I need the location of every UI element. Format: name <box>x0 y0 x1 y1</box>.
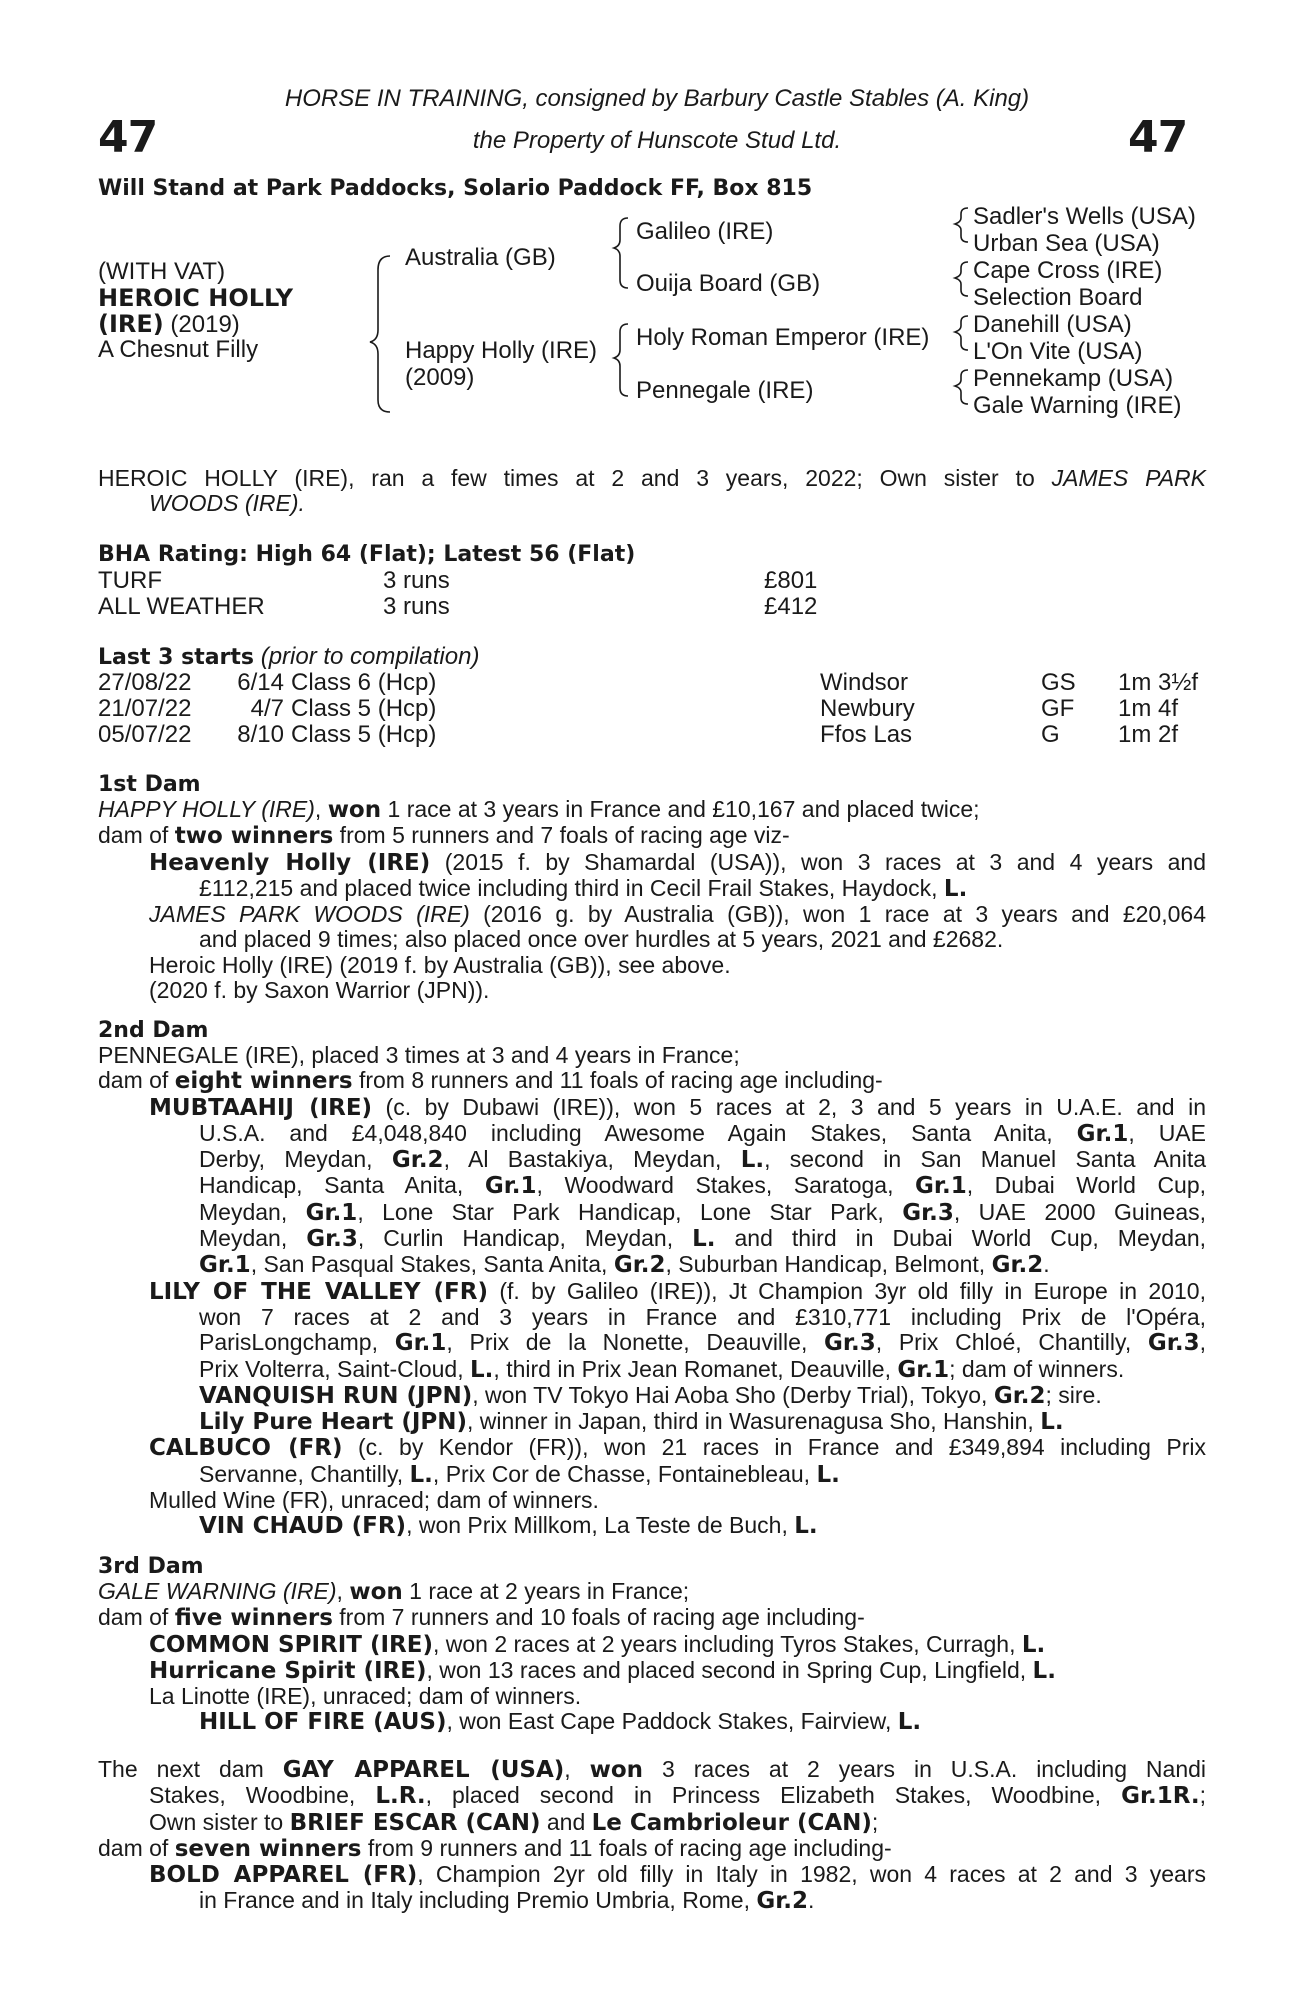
progeny-name: CALBUCO (FR) <box>149 1435 343 1462</box>
text: Stakes, Woodbine, <box>149 1782 356 1809</box>
start-going: G <box>1041 721 1060 748</box>
progeny-name: HILL OF FIRE (AUS) <box>199 1709 447 1736</box>
summary-sibling-cont: WOODS (IRE). <box>149 490 305 517</box>
progeny-entry: La Linotte (IRE), unraced; dam of winners. <box>149 1683 582 1710</box>
sire-sire: Galileo (IRE) <box>636 218 774 245</box>
horse-description: A Chesnut Filly <box>98 336 259 363</box>
grandsire-7: Pennekamp (USA) <box>973 365 1174 392</box>
start-date: 27/08/22 <box>98 669 192 696</box>
text: Own sister to <box>149 1808 290 1835</box>
pedigree-brackets <box>0 0 1314 440</box>
grade: Gr.1 <box>305 1199 358 1226</box>
grade: Gr.2 <box>993 1382 1046 1409</box>
grandsire-5: Danehill (USA) <box>973 311 1132 338</box>
lot-number-right: 47 <box>1128 112 1188 163</box>
text: Servanne, Chantilly, <box>199 1460 404 1487</box>
start-position: 6/14 <box>237 669 284 696</box>
text: , won East Cape Paddock Stakes, Fairview, <box>446 1708 892 1735</box>
start-going: GF <box>1041 695 1075 722</box>
start-distance: 1m 4f <box>1118 695 1179 722</box>
text: ; dam of winners. <box>949 1355 1125 1382</box>
progeny-name: COMMON SPIRIT (IRE) <box>149 1631 433 1658</box>
grade: Gr.1 <box>394 1330 447 1357</box>
horse-suffix: (IRE) <box>98 310 164 338</box>
progeny-name: JAMES PARK WOODS (IRE) <box>149 901 470 928</box>
text: dam of <box>98 1834 175 1861</box>
text: (c. by Dubawi (IRE)), won 5 races at 2, 3 and 5 years in U.A.E. and in <box>372 1093 1206 1120</box>
vat-note: (WITH VAT) <box>98 258 226 285</box>
turf-label: TURF <box>98 567 162 594</box>
start-course: Windsor <box>820 669 909 696</box>
grade: Gr.1 <box>1076 1120 1129 1147</box>
text: Prix Volterra, Saint-Cloud, <box>199 1355 464 1382</box>
grade: L. <box>740 1147 765 1174</box>
text: from 7 runners and 10 foals of racing age including- <box>332 1604 865 1631</box>
grade: L. <box>816 1461 840 1488</box>
third-dam-section: GALE WARNING (IRE), won 1 race at 2 years in France; dam of five winners from 7 runners and 10 foals of racing age including- COMMON SPIRIT (IRE), won 2 races at 2 years including Tyros Stakes, Curragh, L. Hurricane Spirit (IRE), won 13 races and placed second in Spring Cup, Lingfield, L. La Linotte (IRE), unraced; dam of winners. HILL OF FIRE (AUS), won East Cape Paddock Stakes, Fairview, L. <box>98 1579 1206 1736</box>
last-starts-heading: Last 3 starts <box>98 645 255 670</box>
grade: Gr.3 <box>1147 1330 1200 1357</box>
summary-sibling: JAMES PARK <box>1051 465 1206 491</box>
won-label: won <box>349 1579 403 1605</box>
text: ParisLongchamp, <box>199 1329 378 1356</box>
grade: Gr.2 <box>756 1888 809 1915</box>
aw-prize: £412 <box>764 593 818 620</box>
progeny-name: VIN CHAUD (FR) <box>199 1513 407 1540</box>
text: ; sire. <box>1045 1381 1102 1408</box>
progeny-name: MUBTAAHIJ (IRE) <box>149 1094 373 1121</box>
winners-count: eight winners <box>174 1068 353 1095</box>
start-position: 8/10 <box>237 721 284 748</box>
winners-count: five winners <box>174 1605 333 1632</box>
dam: Happy Holly (IRE) <box>405 337 598 364</box>
dam-dam: Pennegale (IRE) <box>636 377 814 404</box>
start-position: 4/7 <box>250 695 284 722</box>
text: Derby, Meydan, <box>199 1146 373 1173</box>
start-distance: 1m 3½f <box>1118 669 1199 696</box>
first-dam-heading: 1st Dam <box>98 772 201 797</box>
text: (2015 f. by Shamardal (USA)), won 3 races at 3 and 4 years and <box>430 848 1206 875</box>
first-dam-section: HAPPY HOLLY (IRE), won 1 race at 3 years in France and £10,167 and placed twice; dam of two winners from 5 runners and 7 foals of racing age viz- Heavenly Holly (IRE) (2015 f. by Shamardal (USA)), won 3 races at 3 and 4 years and £112,215 and placed twice including third in Cecil Frail Stakes, Haydock, L. JAMES PARK WOODS (IRE) (2016 g. by Australia (GB)), won 1 race at 3 years and £20,064 and placed 9 times; also placed once over hurdles at 5 years, 2021 and £2682. Heroic Holly (IRE) (2019 f. by Australia (GB)), see above. (2020 f. by Saxon Warrior (JPN)). <box>98 796 1206 1004</box>
text: , Prix Chloé, Chantilly, <box>875 1329 1132 1356</box>
start-date: 21/07/22 <box>98 695 192 722</box>
won-label: won <box>327 797 382 823</box>
text: (2016 g. by Australia (GB)), won 1 race at 3 years and £20,064 <box>469 901 1206 928</box>
progeny-name: Hurricane Spirit (IRE) <box>149 1657 427 1684</box>
text: , third in Prix Jean Romanet, Deauville, <box>493 1355 891 1382</box>
text: and <box>540 1808 592 1835</box>
text: won 7 races at 2 and 3 years in France and £310,771 including Prix de l'Opéra, <box>199 1303 1206 1330</box>
dam-sire: Holy Roman Emperor (IRE) <box>636 324 930 351</box>
grade: L. <box>897 1709 922 1736</box>
text: , Champion 2yr old filly in Italy in 1982, won 4 races at 2 and 3 years <box>417 1861 1206 1888</box>
grade: Gr.1 <box>915 1173 967 1200</box>
turf-runs: 3 runs <box>383 567 450 594</box>
grade: L. <box>1040 1409 1064 1436</box>
dam-year: (2009) <box>405 364 475 391</box>
text: , placed second in Princess Elizabeth Stakes, Woodbine, <box>425 1782 1102 1809</box>
third-dam-heading: 3rd Dam <box>98 1554 204 1579</box>
progeny-name: LILY OF THE VALLEY (FR) <box>149 1278 488 1305</box>
grandsire-1: Sadler's Wells (USA) <box>973 203 1196 230</box>
stand-location: Will Stand at Park Paddocks, Solario Paddock FF, Box 815 <box>98 176 813 201</box>
grandsire-3: Cape Cross (IRE) <box>973 257 1163 284</box>
text: Meydan, <box>199 1198 288 1225</box>
sibling-name: BRIEF ESCAR (CAN) <box>289 1809 541 1836</box>
text: 3 races at 2 years in U.S.A. including Nandi <box>662 1756 1207 1782</box>
grandsire-8: Gale Warning (IRE) <box>973 392 1182 419</box>
progeny-name: VANQUISH RUN (JPN) <box>199 1382 473 1409</box>
grade: L. <box>794 1513 818 1540</box>
text: , Lone Star Park Handicap, Lone Star Park, <box>357 1198 884 1225</box>
text: , Curlin Handicap, Meydan, <box>357 1225 674 1252</box>
grade: Gr.2 <box>391 1147 444 1174</box>
turf-prize: £801 <box>764 567 818 594</box>
summary-text: HEROIC HOLLY (IRE), ran a few times at 2 and 3 years, 2022; Own sister to <box>98 465 1035 491</box>
text: (f. by Galileo (IRE)), Jt Champion 3yr old filly in Europe in 2010, <box>487 1277 1206 1304</box>
aw-label: ALL WEATHER <box>98 593 265 620</box>
text: , winner in Japan, third in Wasurenagusa Sho, Hanshin, <box>467 1408 1034 1435</box>
start-class: Class 5 (Hcp) <box>291 695 437 722</box>
grade: L.R. <box>375 1783 426 1810</box>
winners-count: seven winners <box>174 1835 362 1862</box>
grade: L. <box>470 1356 494 1383</box>
grade: Gr.1 <box>484 1173 537 1200</box>
text: , San Pasqual Stakes, Santa Anita, <box>250 1251 608 1278</box>
won-label: won <box>589 1757 644 1783</box>
next-dam-section: The next dam GAY APPAREL (USA), won 3 races at 2 years in U.S.A. including Nandi Stakes, Woodbine, L.R., placed second in Princess Elizabeth Stakes, Woodbine, Gr.1R.; Own sister to BRIEF ESCAR (CAN) and Le Cambrioleur (CAN); dam of seven winners from 9 runners and 11 foals of racing age including- BOLD APPAREL (FR), Champion 2yr old filly in Italy in 1982, won 4 races at 2 and 3 years in France and in Italy including Premio Umbria, Rome, Gr.2. <box>98 1756 1207 1915</box>
text: Handicap, Santa Anita, <box>199 1172 464 1199</box>
text: from 8 runners and 11 foals of racing age including- <box>352 1067 883 1094</box>
grade: Gr.3 <box>306 1226 358 1253</box>
text: , Al Bastakiya, Meydan, <box>443 1146 722 1173</box>
text: from 5 runners and 7 foals of racing age viz- <box>333 822 790 849</box>
start-class: Class 5 (Hcp) <box>291 721 437 748</box>
start-going: GS <box>1041 669 1076 696</box>
text: , won 2 races at 2 years including Tyros Stakes, Curragh, <box>432 1630 1016 1657</box>
grade: L. <box>1021 1631 1046 1658</box>
second-dam-heading: 2nd Dam <box>98 1018 209 1043</box>
progeny-name: Lily Pure Heart (JPN) <box>199 1409 468 1436</box>
progeny-entry: Mulled Wine (FR), unraced; dam of winners. <box>149 1487 599 1514</box>
grade: Gr.3 <box>902 1199 954 1226</box>
grade: L. <box>1032 1657 1056 1684</box>
sire-dam: Ouija Board (GB) <box>636 270 821 297</box>
grade: Gr.1R. <box>1121 1783 1200 1810</box>
progeny-name: BOLD APPAREL (FR) <box>149 1862 418 1889</box>
text: , second in San Manuel Santa Anita <box>764 1146 1207 1173</box>
text: , Suburban Handicap, Belmont, <box>665 1251 986 1278</box>
text: , Prix de la Nonette, Deauville, <box>446 1329 808 1356</box>
progeny-entry: (2020 f. by Saxon Warrior (JPN)). <box>149 977 490 1004</box>
grandsire-6: L'On Vite (USA) <box>973 338 1143 365</box>
text: (c. by Kendor (FR)), won 21 races in France and £349,894 including Prix <box>342 1434 1207 1461</box>
text: dam of <box>98 822 175 849</box>
text: , UAE 2000 Guineas, <box>953 1198 1206 1225</box>
dam-name: GALE WARNING (IRE) <box>98 1578 337 1604</box>
second-dam-section: PENNEGALE (IRE), placed 3 times at 3 and 4 years in France; dam of eight winners from 8 runners and 11 foals of racing age including- MUBTAAHIJ (IRE) (c. by Dubawi (IRE)), won 5 races at 2, 3 and 5 years in U.A.E. and in U.S.A. and £4,048,840 including Awesome Again Stakes, Santa Anita, Gr.1, UAE Derby, Meydan, Gr.2, Al Bastakiya, Meydan, L., second in San Manuel Santa Anita Handicap, Santa Anita, Gr.1, Woodward Stakes, Saratoga, Gr.1, Dubai World Cup, Meydan, Gr.1, Lone Star Park Handicap, Lone Star Park, Gr.3, UAE 2000 Guineas, Meydan, Gr.3, Curlin Handicap, Meydan, L. and third in Dubai World Cup, Meydan, Gr.1, San Pasqual Stakes, Santa Anita, Gr.2, Suburban Handicap, Belmont, Gr.2. LILY OF THE VALLEY (FR) (f. by Galileo (IRE)), Jt Champion 3yr old filly in Europe in 2010, won 7 races at 2 and 3 years in France and £310,771 including Prix de l'Opéra, ParisLongchamp, Gr.1, Prix de la Nonette, Deauville, Gr.3, Prix Chloé, Chantilly, Gr.3, Prix Volterra, Saint-Cloud, L., third in Prix Jean Romanet, Deauville, Gr.1; dam of winners. VANQUISH RUN (JPN), won TV Tokyo Hai Aoba Sho (Derby Trial), Tokyo, Gr.2; sire. Lily Pure Heart (JPN), winner in Japan, third in Wasurenagusa Sho, Hanshin, L. CALBUCO (FR) (c. by Kendor (FR)), won 21 races in France and £349,894 including Prix Servanne, Chantilly, L., Prix Cor de Chasse, Fontainebleau, L. Mulled Wine (FR), unraced; dam of winners. VIN CHAUD (FR), won Prix Millkom, La Teste de Buch, L. <box>98 1042 1207 1540</box>
bha-rating: BHA Rating: High 64 (Flat); Latest 56 (Flat) <box>98 542 636 567</box>
start-date: 05/07/22 <box>98 721 192 748</box>
aw-runs: 3 runs <box>383 593 450 620</box>
sire: Australia (GB) <box>405 244 556 271</box>
dam-record: 1 race at 3 years in France and £10,167 and placed twice; <box>381 796 980 822</box>
grandsire-4: Selection Board <box>973 284 1143 311</box>
text: , won TV Tokyo Hai Aoba Sho (Derby Trial), Tokyo, <box>472 1381 988 1408</box>
start-course: Ffos Las <box>820 721 913 748</box>
grade: Gr.3 <box>824 1330 876 1357</box>
text: in France and in Italy including Premio Umbria, Rome, <box>199 1887 750 1914</box>
horse-year: (2019) <box>163 311 240 338</box>
text: and placed 9 times; also placed once over hurdles at 5 years, 2021 and £2682. <box>199 926 1004 953</box>
grade: L. <box>692 1226 716 1253</box>
text: U.S.A. and £4,048,840 including Awesome Again Stakes, Santa Anita, <box>199 1119 1053 1146</box>
consignor-line: HORSE IN TRAINING, consigned by Barbury Castle Stables (A. King) <box>284 85 1030 112</box>
text: and third in Dubai World Cup, Meydan, <box>715 1225 1207 1252</box>
last-starts-note: (prior to compilation) <box>254 643 480 670</box>
text: , won 13 races and placed second in Spring Cup, Lingfield, <box>426 1656 1027 1683</box>
grade: L. <box>409 1461 433 1488</box>
grade: Gr.1 <box>897 1356 950 1383</box>
text: , Dubai World Cup, <box>966 1172 1207 1199</box>
text: Meydan, <box>199 1225 288 1252</box>
text: , Woodward Stakes, Saratoga, <box>536 1172 894 1199</box>
text: £112,215 and placed twice including third in Cecil Frail Stakes, Haydock, <box>199 874 938 901</box>
sibling-name: Le Cambrioleur (CAN) <box>591 1809 872 1836</box>
grade: Gr.2 <box>991 1252 1044 1279</box>
property-line: the Property of Hunscote Stud Ltd. <box>472 127 842 154</box>
start-distance: 1m 2f <box>1118 721 1179 748</box>
start-class: Class 6 (Hcp) <box>291 669 437 696</box>
progeny-name: Heavenly Holly (IRE) <box>149 849 431 876</box>
dam-record: 1 race at 2 years in France; <box>402 1578 690 1604</box>
grade: L. <box>943 875 968 902</box>
text: dam of <box>98 1067 175 1094</box>
race-summary <box>98 466 1206 517</box>
dam-name: GAY APPAREL (USA) <box>282 1757 565 1783</box>
grade: Gr.2 <box>613 1252 666 1279</box>
dam-record: PENNEGALE (IRE), placed 3 times at 3 and 4 years in France; <box>98 1042 740 1068</box>
lot-number-left: 47 <box>98 112 158 163</box>
winners-count: two winners <box>174 823 334 850</box>
text: , Prix Cor de Chasse, Fontainebleau, <box>432 1460 811 1487</box>
start-course: Newbury <box>820 695 915 722</box>
dam-name: HAPPY HOLLY (IRE) <box>98 796 315 822</box>
grade: Gr.1 <box>199 1252 251 1279</box>
horse-name: HEROIC HOLLY <box>98 284 293 312</box>
progeny-entry: Heroic Holly (IRE) (2019 f. by Australia (GB)), see above. <box>149 951 731 978</box>
text: , won Prix Millkom, La Teste de Buch, <box>406 1512 788 1539</box>
grandsire-2: Urban Sea (USA) <box>973 230 1160 257</box>
text: The next dam <box>98 1756 264 1782</box>
text: from 9 runners and 11 foals of racing age including- <box>361 1834 892 1861</box>
text: dam of <box>98 1604 175 1631</box>
